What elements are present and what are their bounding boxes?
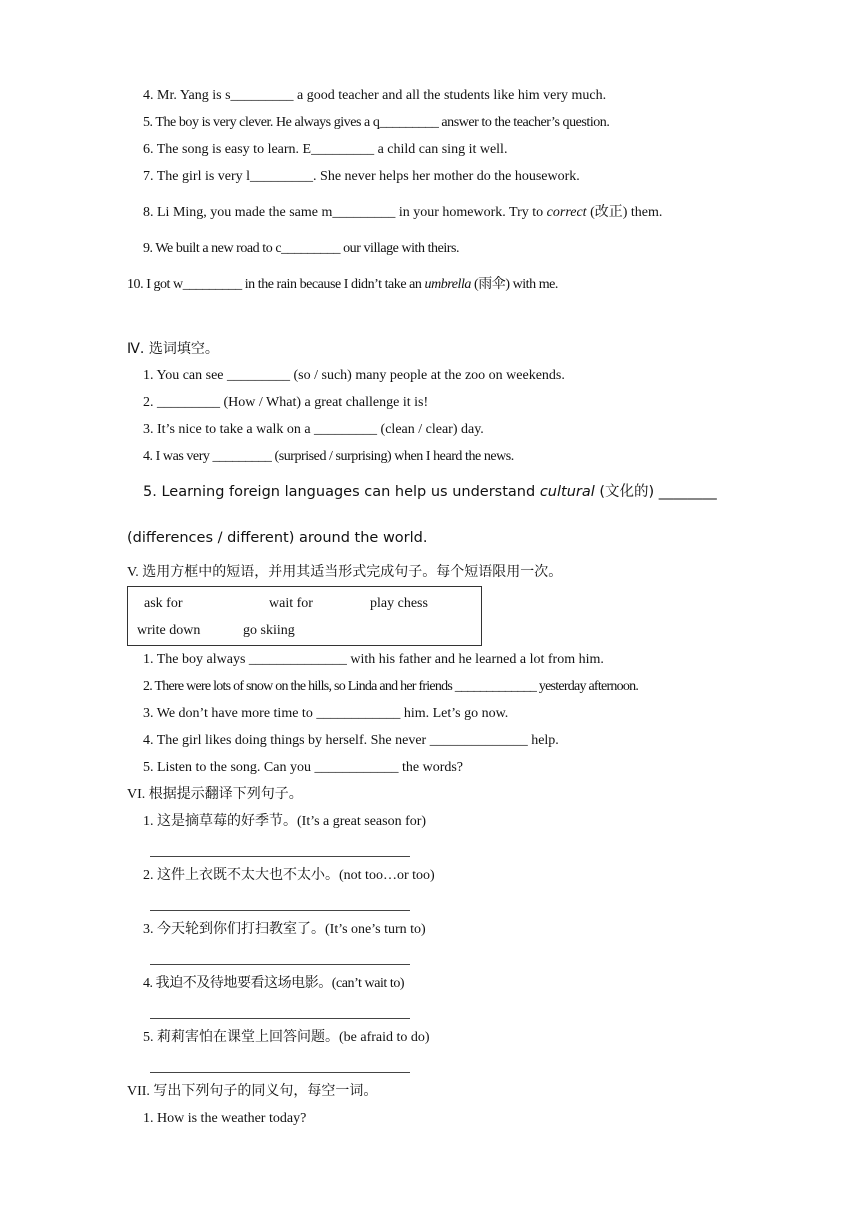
choice-sentence-2: 2. _________ (How / What) a great challenge it is!: [143, 395, 429, 410]
sentence-8: 8. Li Ming, you made the same m_________ in your homework. Try to correct (改正) them.: [143, 205, 663, 220]
phrase-sentence-1: 1. The boy always ______________ with his father and he learned a lot from him.: [143, 652, 604, 667]
section-6-heading: VI. 根据提示翻译下列句子。: [127, 787, 303, 802]
answer-line: [150, 964, 410, 965]
section-4-heading: Ⅳ. 选词填空。: [127, 341, 219, 357]
translate-prompt-1: 1. 这是摘草莓的好季节。(It’s a great season for): [143, 814, 427, 829]
sentence-6: 6. The song is easy to learn. E_________ a child can sing it well.: [143, 142, 508, 157]
phrase-sentence-3: 3. We don’t have more time to ____________ him. Let’s go now.: [143, 706, 509, 721]
choice-sentence-5-line-2: (differences / different) around the world.: [127, 530, 428, 546]
section-5-heading: V. 选用方框中的短语，并用其适当形式完成句子。每个短语限用一次。: [127, 565, 563, 580]
sentence-9: 9. We built a new road to c_________ our village with theirs.: [143, 241, 460, 256]
answer-line: [150, 910, 410, 911]
translate-prompt-2: 2. 这件上衣既不太大也不太小。(not too…or too): [143, 868, 435, 883]
word-box-item: wait for: [269, 596, 313, 611]
translate-prompt-3: 3. 今天轮到你们打扫教室了。(It’s one’s turn to): [143, 922, 426, 937]
answer-line: [150, 1018, 410, 1019]
choice-sentence-1: 1. You can see _________ (so / such) many people at the zoo on weekends.: [143, 368, 565, 383]
sentence-10: 10. I got w_________ in the rain because I didn’t take an umbrella (雨伞) with me.: [127, 277, 558, 292]
phrase-sentence-5: 5. Listen to the song. Can you ____________ the words?: [143, 760, 464, 775]
choice-sentence-3: 3. It’s nice to take a walk on a _________ (clean / clear) day.: [143, 422, 484, 437]
answer-line: [150, 1072, 410, 1073]
sentence-5: 5. The boy is very clever. He always gives a q_________ answer to the teacher’s question.: [143, 115, 610, 130]
word-box-item: ask for: [144, 596, 183, 611]
word-box: [127, 586, 482, 646]
word-box-item: go skiing: [243, 623, 295, 638]
synonym-sentence-1: 1. How is the weather today?: [143, 1111, 307, 1126]
phrase-sentence-4: 4. The girl likes doing things by herself. She never ______________ help.: [143, 733, 559, 748]
phrase-sentence-2: 2. There were lots of snow on the hills, so Linda and her friends _____________ yesterday afternoon.: [143, 679, 639, 694]
section-7-heading: VII. 写出下列句子的同义句，每空一词。: [127, 1084, 378, 1099]
translate-prompt-5: 5. 莉莉害怕在课堂上回答问题。(be afraid to do): [143, 1030, 430, 1045]
translate-prompt-4: 4. 我迫不及待地要看这场电影。(can’t wait to): [143, 976, 405, 991]
choice-sentence-5-line-1: 5. Learning foreign languages can help us understand cultural (文化的) ________: [143, 484, 717, 500]
sentence-4: 4. Mr. Yang is s_________ a good teacher and all the students like him very much.: [143, 88, 607, 103]
choice-sentence-4: 4. I was very _________ (surprised / surprising) when I heard the news.: [143, 449, 514, 464]
sentence-7: 7. The girl is very l_________. She never helps her mother do the housework.: [143, 169, 580, 184]
word-box-item: write down: [137, 623, 201, 638]
word-box-item: play chess: [370, 596, 428, 611]
answer-line: [150, 856, 410, 857]
